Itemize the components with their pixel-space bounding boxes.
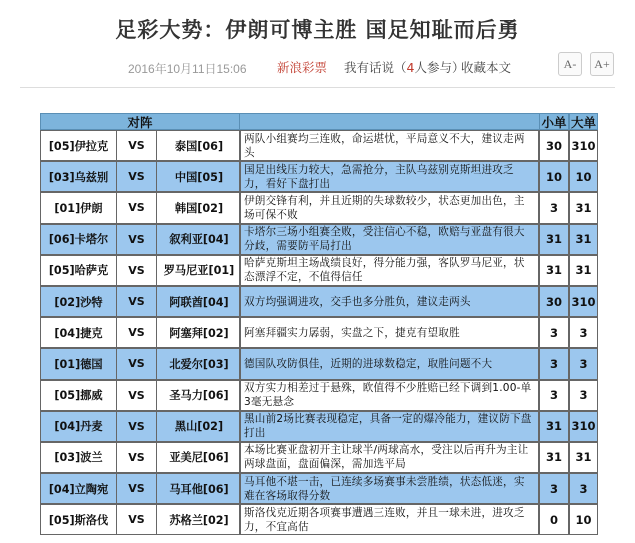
comment-prefix: 我有话说（ (344, 60, 407, 75)
vs-label: VS (117, 287, 157, 316)
away-team: 亚美尼[06] (169, 451, 229, 465)
matchup-cell (40, 130, 240, 161)
big-pick: 31 (569, 442, 598, 473)
home-team: [03]波兰 (41, 443, 117, 472)
vs-label: VS (117, 131, 157, 160)
small-pick: 10 (539, 161, 569, 192)
big-pick: 31 (569, 192, 598, 223)
matchup-cell (40, 348, 240, 379)
vs-label: VS (117, 505, 157, 534)
away-team: 北爱尔[03] (169, 357, 229, 371)
header-big: 大单 (570, 115, 596, 130)
home-team: [05]哈萨克 (41, 256, 117, 285)
small-pick: 3 (539, 317, 569, 348)
vs-label: VS (117, 162, 157, 191)
matchup-cell (40, 286, 240, 317)
matchup-cell (40, 224, 240, 255)
analysis-comment: 哈萨克斯坦主场战绩良好，得分能力强，客队罗马尼亚，状态漂浮不定，不值得信任 (240, 255, 539, 286)
small-pick: 31 (539, 411, 569, 442)
vs-label: VS (117, 225, 157, 254)
big-pick: 3 (569, 317, 598, 348)
source-link[interactable]: 新浪彩票 (277, 60, 328, 75)
home-team: [05]挪威 (41, 381, 117, 410)
favorite-link[interactable]: 收藏本文 (461, 60, 512, 75)
font-larger-button[interactable]: A+ (590, 52, 614, 76)
big-pick: 31 (569, 224, 598, 255)
analysis-comment: 两队小组赛均三连败，命运堪忧，平局意义不大，建议走两头 (240, 130, 539, 161)
small-pick: 31 (539, 442, 569, 473)
home-team: [04]立陶宛 (41, 474, 117, 503)
matchup-cell (40, 504, 240, 535)
vs-label: VS (117, 381, 157, 410)
analysis-comment: 阿塞拜疆实力孱弱，实盘之下，捷克有望取胜 (240, 317, 539, 348)
article-headline: 足彩大势：伊朗可博主胜 国足知耻而后勇 (115, 18, 520, 42)
away-team: 圣马力[06] (169, 389, 229, 403)
vs-label: VS (117, 412, 157, 441)
big-pick: 310 (569, 130, 598, 161)
away-team: 中国[05] (174, 170, 224, 184)
small-pick: 3 (539, 192, 569, 223)
big-pick: 10 (569, 161, 598, 192)
vs-label: VS (117, 474, 157, 503)
away-team: 阿塞拜[02] (169, 326, 229, 340)
away-team: 阿联酋[04] (169, 295, 229, 309)
small-pick: 3 (539, 380, 569, 411)
home-team: [05]伊拉克 (41, 131, 117, 160)
big-pick: 10 (569, 504, 598, 535)
matchup-cell (40, 255, 240, 286)
away-team: 韩国[02] (174, 201, 224, 215)
header-divider (20, 87, 615, 88)
matchup-cell (40, 192, 240, 223)
away-team: 苏格兰[02] (169, 513, 229, 527)
matchup-cell (40, 442, 240, 473)
big-pick: 310 (569, 411, 598, 442)
small-pick: 3 (539, 473, 569, 504)
home-team: [01]德国 (41, 349, 117, 378)
analysis-comment: 斯洛伐克近期各项赛事遭遇三连败，并且一球未进，进攻乏力，不宜高估 (240, 504, 539, 535)
big-pick: 3 (569, 473, 598, 504)
home-team: [03]乌兹别 (41, 162, 117, 191)
home-team: [06]卡塔尔 (41, 225, 117, 254)
small-pick: 31 (539, 255, 569, 286)
prediction-table-image (40, 113, 598, 543)
small-pick: 30 (539, 286, 569, 317)
header-small: 小单 (539, 113, 569, 130)
analysis-comment: 卡塔尔三场小组赛全败，受注信心不稳，欧赔与亚盘有很大分歧，需要防平局打出 (240, 224, 539, 255)
away-team: 马耳他[06] (169, 482, 229, 496)
analysis-comment: 国足出线压力较大，急需抢分，主队乌兹别克斯坦进攻乏力，看好下盘打出 (240, 161, 539, 192)
analysis-comment: 本场比赛亚盘初开主让球半/两球高水，受注以后再升为主让两球盘面，盘面偏深，需加选平局 (240, 442, 539, 473)
home-team: [04]丹麦 (41, 412, 117, 441)
away-team: 黑山[02] (174, 420, 224, 434)
vs-label: VS (117, 256, 157, 285)
home-team: [01]伊朗 (41, 193, 117, 222)
vs-label: VS (117, 349, 157, 378)
analysis-comment: 马耳他不堪一击，已连续多场赛事未尝胜绩，状态低迷，实难在客场取得分数 (240, 473, 539, 504)
matchup-cell (40, 380, 240, 411)
away-team: 罗马尼亚[01] (163, 264, 235, 278)
font-smaller-button[interactable]: A- (558, 52, 582, 76)
comment-suffix: 人参与） (414, 60, 465, 75)
publish-datetime: 2016年10月11日15:06 (128, 62, 247, 76)
home-team: [05]斯洛伐 (41, 505, 117, 534)
header-comment (240, 113, 539, 130)
vs-label: VS (117, 318, 157, 347)
small-pick: 0 (539, 504, 569, 535)
vs-label: VS (117, 443, 157, 472)
analysis-comment: 伊朗交锋有利，并且近期的失球数较少，状态更加出色，主场可保不败 (240, 192, 539, 223)
big-pick: 31 (569, 255, 598, 286)
small-pick: 30 (539, 130, 569, 161)
matchup-cell (40, 473, 240, 504)
analysis-comment: 双方实力相差过于悬殊，欧值得不少胜赔已经下调到1.00-单3毫无悬念 (240, 380, 539, 411)
analysis-comment: 德国队攻防俱佳，近期的进球数稳定，取胜问题不大 (240, 348, 539, 379)
prediction-table (40, 113, 598, 535)
matchup-cell (40, 161, 240, 192)
analysis-comment: 黑山前2场比赛表现稳定，具备一定的爆冷能力，建议防下盘打出 (240, 411, 539, 442)
small-pick: 31 (539, 224, 569, 255)
vs-label: VS (117, 193, 157, 222)
matchup-cell (40, 317, 240, 348)
big-pick: 3 (569, 348, 598, 379)
home-team: [02]沙特 (41, 287, 117, 316)
home-team: [04]捷克 (41, 318, 117, 347)
away-team: 泰国[06] (174, 139, 224, 153)
small-pick: 3 (539, 348, 569, 379)
comment-count: 4 (406, 60, 415, 75)
big-pick: 3 (569, 380, 598, 411)
comment-link[interactable] (344, 58, 464, 76)
away-team: 叙利亚[04] (169, 233, 229, 247)
matchup-cell (40, 411, 240, 442)
analysis-comment: 双方均强调进攻，交手也多分胜负，建议走两头 (240, 286, 539, 317)
header-matchup: 对阵 (40, 113, 240, 130)
big-pick: 310 (569, 286, 598, 317)
